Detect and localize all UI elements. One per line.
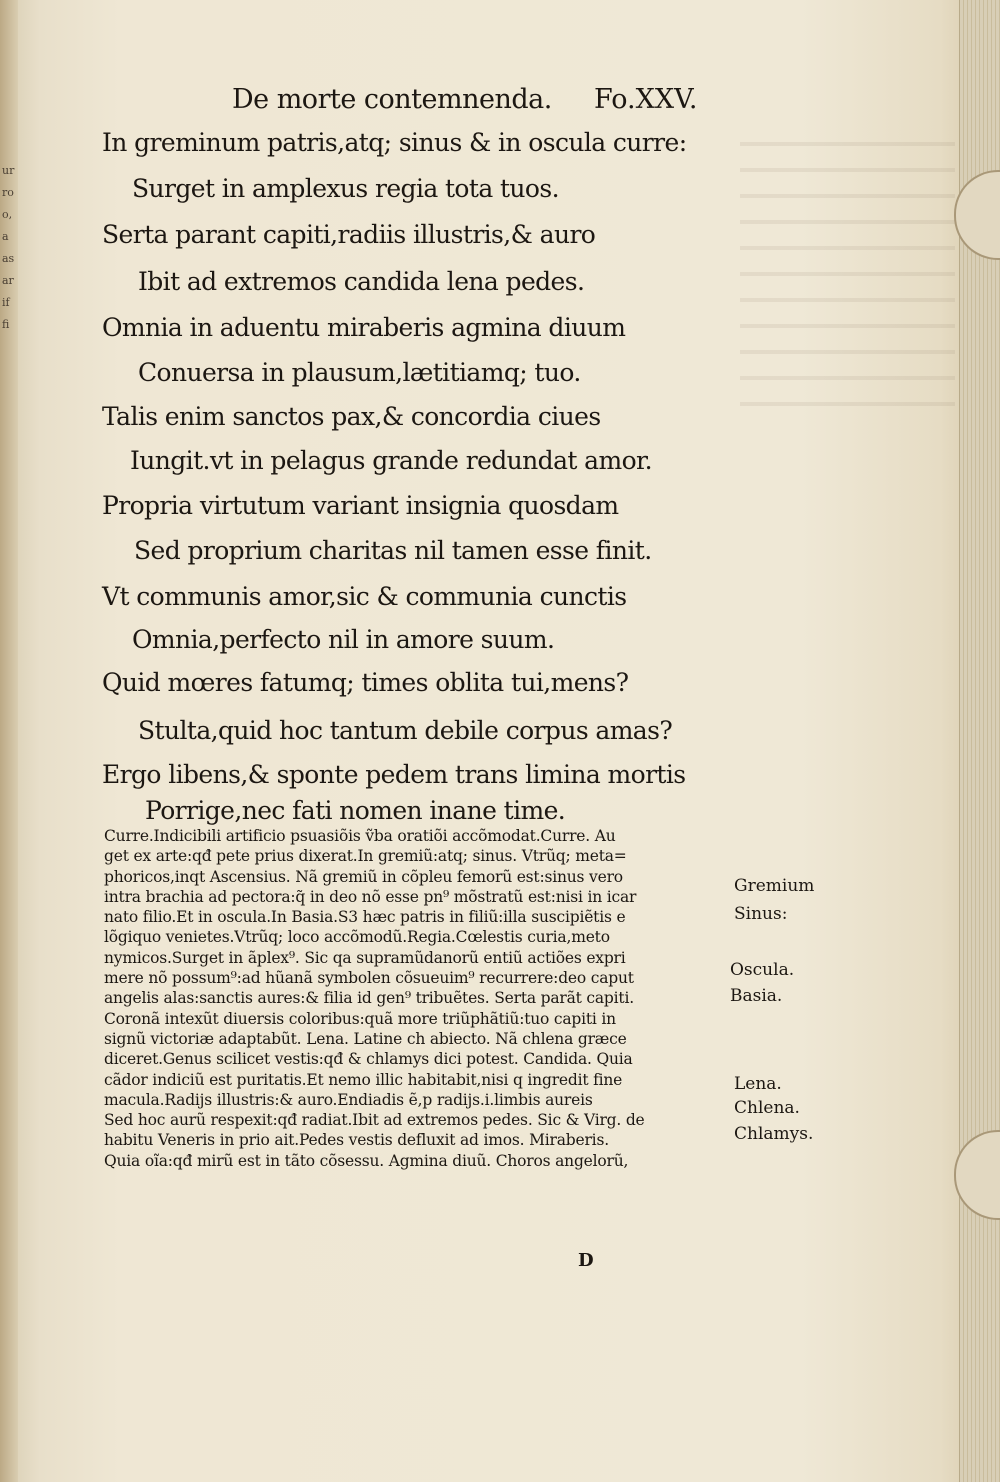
verse-line: Omnia,perfecto nil in amore suum.: [132, 625, 555, 654]
margin-note: Chlamys.: [734, 1124, 814, 1144]
margin-note: Lena.: [734, 1074, 782, 1094]
verse-line: Serta parant capiti,radiis illustris,& auro: [102, 220, 596, 249]
commentary-line: signũ victoriæ adaptabũt. Lena. Latine ch abiecto. Nã chlena græce: [104, 1029, 627, 1048]
margin-note: Basia.: [730, 986, 783, 1006]
commentary-line: Curre.Indicibili artificio psuasiõis ṽba oratiõi accõmodat.Curre. Au: [104, 827, 616, 845]
verse-line: Quid mœres fatumq; times oblita tui,mens?: [102, 668, 629, 697]
commentary-line: get ex arte:qđ pete prius dixerat.In gremiũ:atq; sinus. Vtrũq; meta=: [104, 847, 627, 866]
verse-line: Sed proprium charitas nil tamen esse finit.: [134, 536, 652, 565]
commentary-line: nymicos.Surget in ãplex⁹. Sic qa supramũdanorũ entiũ actiões expri: [104, 948, 626, 967]
commentary-line: mere nõ possum⁹:ad hũanã symbolen cõsueuim⁹ recurrere:deo caput: [104, 969, 634, 988]
commentary-line: Sed hoc aurũ respexit:qđ radiat.Ibit ad extremos pedes. Sic & Virg. de: [104, 1111, 645, 1130]
running-title: De morte contemnenda.: [232, 84, 552, 115]
left-edge-fragments: ur ro o, a as ar if fi: [2, 164, 15, 331]
signature-mark: D: [578, 1250, 594, 1271]
commentary-line: macula.Radijs illustris:& auro.Endiadis ẽ,p radijs.i.limbis aureis: [104, 1090, 593, 1109]
verse-line: Omnia in aduentu miraberis agmina diuum: [102, 313, 626, 342]
commentary-line: phoricos,inqt Ascensius. Nã gremiũ in cõpleu femorũ est:sinus vero: [104, 867, 623, 886]
verse-line: Stulta,quid hoc tantum debile corpus amas?: [138, 716, 673, 745]
verse-line: Vt communis amor,sic & communia cunctis: [102, 582, 627, 611]
verse-line: Ibit ad extremos candida lena pedes.: [138, 267, 585, 296]
verse-line: Talis enim sanctos pax,& concordia ciues: [102, 402, 601, 431]
commentary-line: Quia oĩa:qđ mirũ est in tãto cõsessu. Agmina diuũ. Choros angelorũ,: [104, 1151, 629, 1170]
verse-line: Conuersa in plausum,lætitiamq; tuo.: [138, 358, 581, 387]
margin-note: Chlena.: [734, 1098, 800, 1118]
folio-number: Fo.XXV.: [594, 84, 698, 115]
commentary-block: [104, 826, 726, 1171]
left-page-gutter: [0, 0, 18, 1482]
margin-note: Sinus:: [734, 904, 788, 924]
commentary-line: diceret.Genus scilicet vestis:qđ & chlamys dici potest. Candida. Quia: [104, 1050, 633, 1069]
verse-line: Ergo libens,& sponte pedem trans limina mortis: [102, 760, 686, 789]
verse-line: Surget in amplexus regia tota tuos.: [132, 174, 559, 203]
commentary-line: angelis alas:sanctis aures:& filia id gen⁹ tribuẽtes. Serta parãt capiti.: [104, 989, 634, 1008]
commentary-line: Coronã intexũt diuersis coloribus:quã more triũphãtiũ:tuo capiti in: [104, 1009, 616, 1028]
verse-line: Iungit.vt in pelagus grande redundat amor.: [130, 446, 652, 475]
verse-line: Propria virtutum variant insignia quosdam: [102, 491, 619, 520]
verse-line: Porrige,nec fati nomen inane time.: [145, 796, 566, 825]
commentary-line: nato filio.Et in oscula.In Basia.S3 hæc patris in filiũ:illa suscipiẽtis e: [104, 908, 626, 927]
commentary-line: lõgiquo venietes.Vtrũq; loco accõmodũ.Regia.Cœlestis curia,meto: [104, 928, 610, 947]
margin-note: Gremium: [734, 876, 815, 896]
bleed-through-text: [740, 120, 955, 420]
commentary-line: intra brachia ad pectora:q̃ in deo nõ esse pn⁹ mõstratũ est:nisi in icar: [104, 887, 637, 906]
verse-line: In greminum patris,atq; sinus & in oscula curre:: [102, 128, 687, 157]
commentary-line: cãdor indiciũ est puritatis.Et nemo illic habitabit,nisi q ingredit fine: [104, 1070, 623, 1089]
margin-note: Oscula.: [730, 960, 795, 980]
commentary-line: habitu Veneris in prio ait.Pedes vestis defluxit ad imos. Miraberis.: [104, 1131, 609, 1150]
